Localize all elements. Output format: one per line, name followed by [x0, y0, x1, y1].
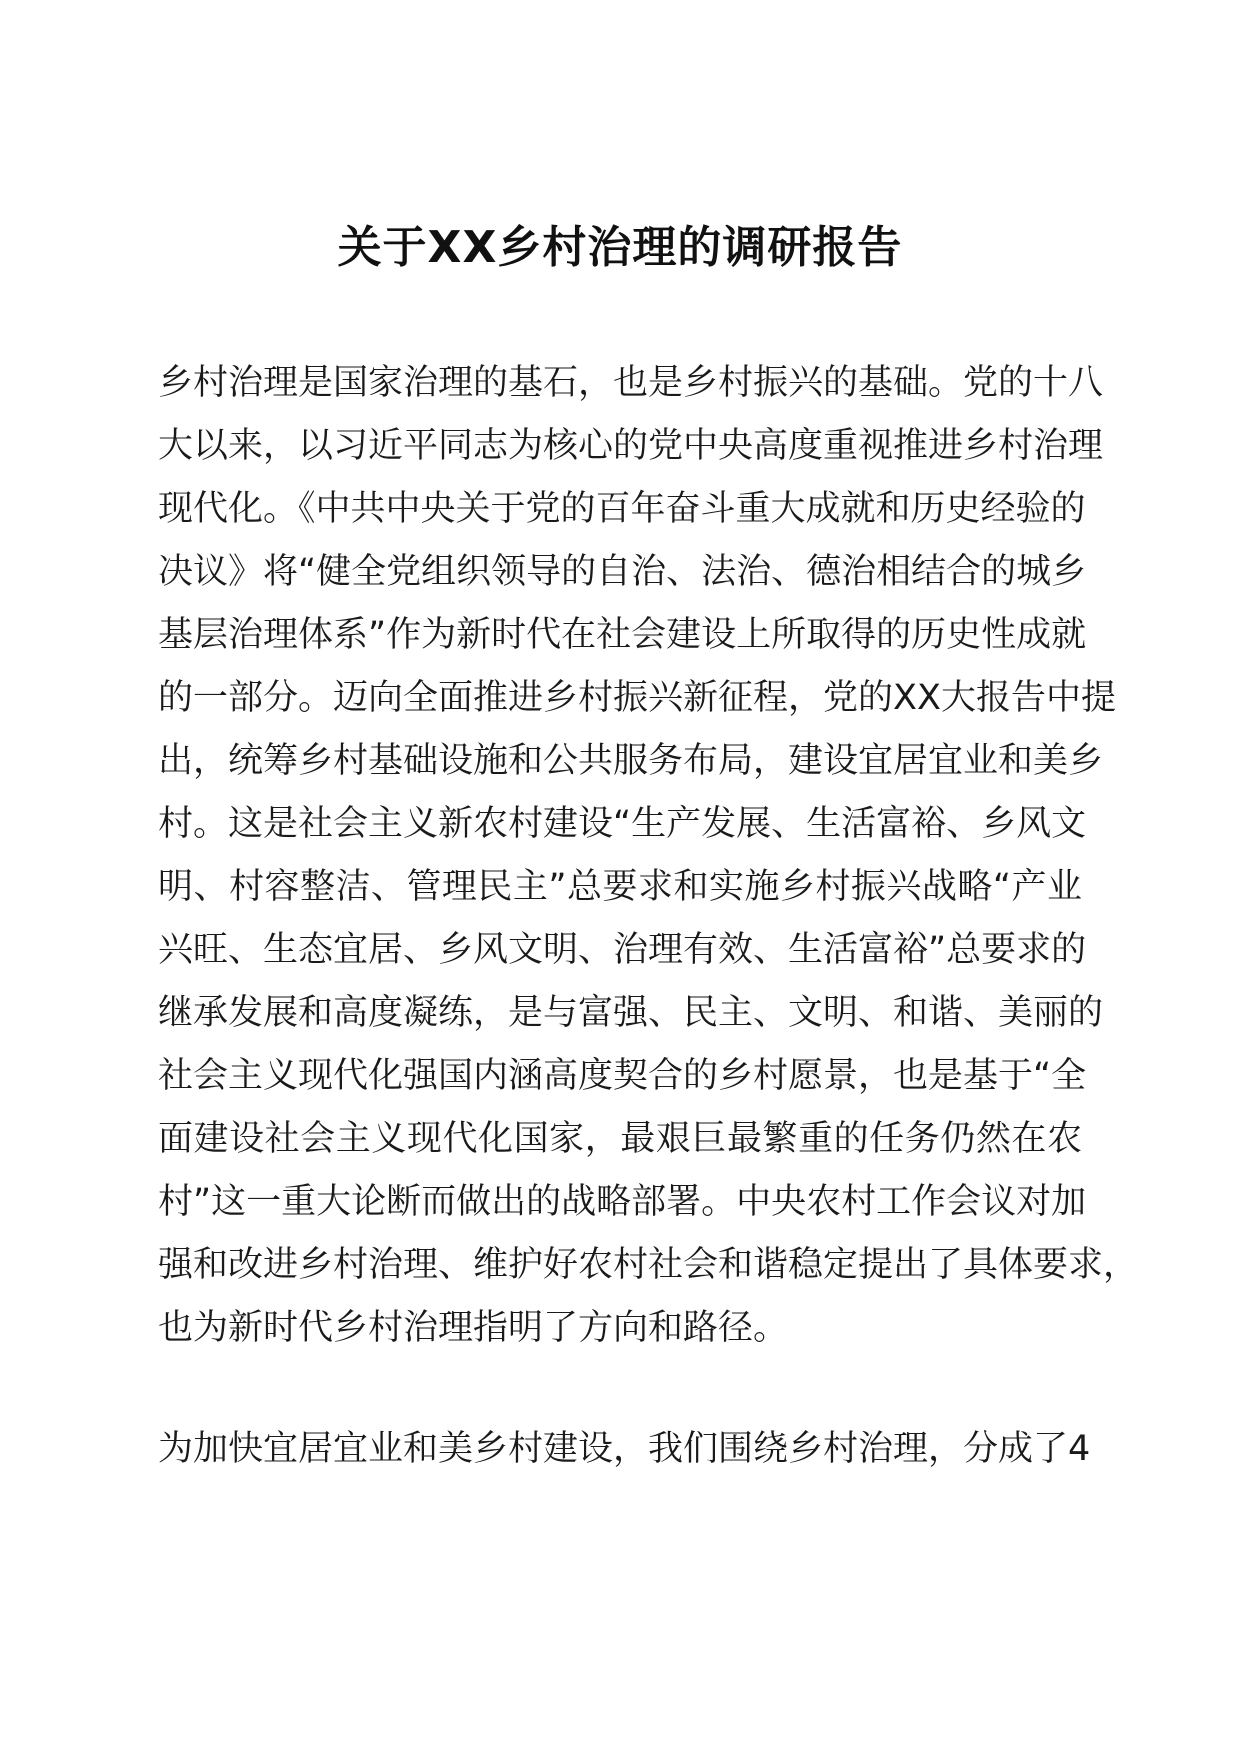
paragraph-intro: [158, 352, 1139, 1360]
paragraph-line: 强和改进乡村治理、维护好农村社会和谐稳定提出了具体要求，: [158, 1245, 1139, 1285]
paragraph-line: 的一部分。迈向全面推进乡村振兴新征程，党的XX大报告中提: [158, 678, 1116, 718]
paragraph-line: 基层治理体系”作为新时代在社会建设上所取得的历史性成就: [158, 615, 1087, 655]
paragraph-line: 兴旺、生态宜居、乡风文明、治理有效、生活富裕”总要求的: [158, 930, 1087, 970]
paragraph-line: 出，统筹乡村基础设施和公共服务布局，建设宜居宜业和美乡: [158, 741, 1104, 781]
paragraph-line: 社会主义现代化强国内涵高度契合的乡村愿景，也是基于“全: [158, 1056, 1087, 1096]
paragraph-line: 决议》将“健全党组织领导的自治、法治、德治相结合的城乡: [158, 552, 1087, 592]
paragraph-line: 大以来，以习近平同志为核心的党中央高度重视推进乡村治理: [158, 426, 1104, 466]
paragraph-line: 乡村治理是国家治理的基石，也是乡村振兴的基础。党的十八: [158, 363, 1104, 403]
paragraph-line: 面建设社会主义现代化国家，最艰巨最繁重的任务仍然在农: [158, 1119, 1082, 1159]
paragraph-line: 为加快宜居宜业和美乡村建设，我们围绕乡村治理，分成了4: [158, 1429, 1091, 1469]
paragraph-line: 村。这是社会主义新农村建设“生产发展、生活富裕、乡风文: [158, 804, 1087, 844]
paragraph-second: [158, 1418, 1091, 1481]
paragraph-line: 也为新时代乡村治理指明了方向和路径。: [158, 1308, 789, 1348]
document-title: 关于XX乡村治理的调研报告: [337, 222, 903, 273]
paragraph-line: 继承发展和高度凝练，是与富强、民主、文明、和谐、美丽的: [158, 993, 1104, 1033]
paragraph-line: 现代化。《中共中央关于党的百年奋斗重大成就和历史经验的: [158, 489, 1086, 529]
paragraph-line: 明、村容整洁、管理民主”总要求和实施乡村振兴战略“产业: [158, 867, 1082, 907]
paragraph-line: 村”这一重大论断而做出的战略部署。中央农村工作会议对加: [158, 1182, 1087, 1222]
